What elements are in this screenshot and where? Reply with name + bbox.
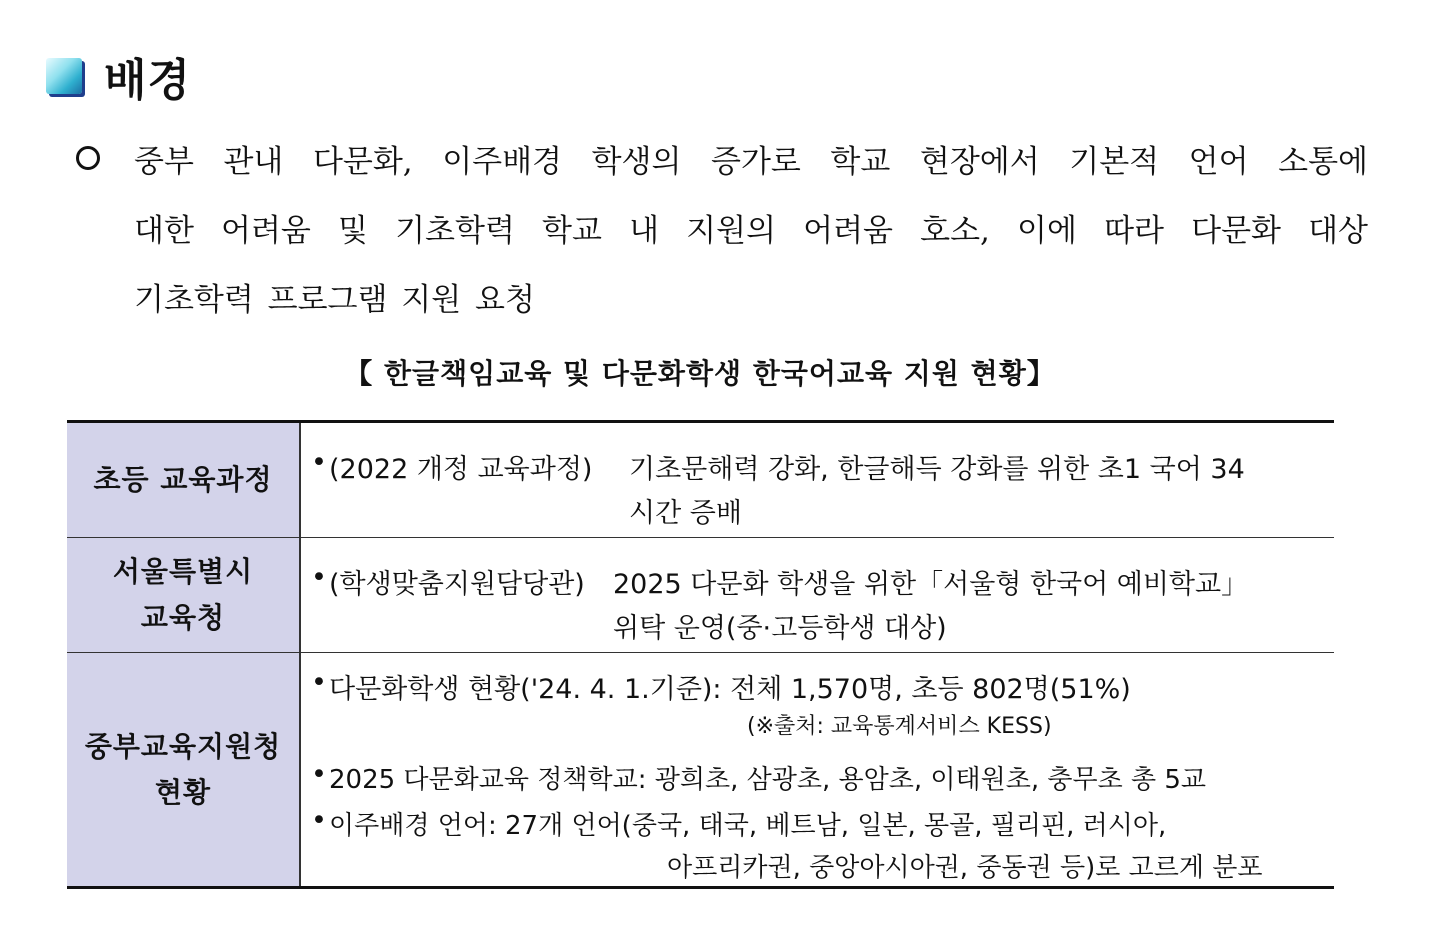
paragraph-line-2: 대한 어려움 및 기초학력 학교 내 지원의 어려움 호소, 이에 따라 다문화 대상 [134,213,1368,249]
item-text-line-1: 이주배경 언어: 27개 언어(중국, 태국, 베트남, 일본, 몽골, 필리핀, 러시아, [329,811,1167,841]
row-content-elementary [301,423,1334,537]
item-source: (※출처: 교육통계서비스 KESS) [747,714,1052,739]
square-gradient-icon [46,58,82,94]
row-content-jungbu-office [301,653,1334,886]
item-bullet: • [311,805,327,836]
item-text: 다문화학생 현황('24. 4. 1.기준): 전체 1,570명, 초등 802명(51%) [329,674,1131,705]
paragraph-text [134,128,1368,335]
item-text-line-2: 시간 증배 [629,498,742,529]
row-label-jungbu-office [67,653,301,886]
item-text-line-2: 아프리카권, 중앙아시아권, 중동권 등)로 고르게 분포 [667,853,1263,883]
section-title: 배경 [104,55,192,106]
item-tag: (학생맞춤지원담당관) [329,569,585,600]
row-label-line-2: 교육청 [140,601,226,634]
support-status-table [67,420,1334,889]
table-row-seoul-office [67,537,1334,652]
table-row-elementary [67,423,1334,537]
section-heading [46,44,191,108]
item-text-line-1: 기초문해력 강화, 한글해득 강화를 위한 초1 국어 34 [629,454,1245,485]
item-text-line-2: 위탁 운영(중·고등학생 대상) [613,613,947,644]
paragraph-line-1: 중부 관내 다문화, 이주배경 학생의 증가로 학교 현장에서 기본적 언어 소통에 [134,144,1368,180]
row-label-line-1: 서울특별시 [112,555,254,588]
item-tag: (2022 개정 교육과정) [329,454,593,485]
item-bullet: • [311,759,327,790]
item-bullet: • [311,447,327,478]
row-label-text: 초등 교육과정 [93,463,273,496]
row-label-elementary [67,423,301,537]
row-label-line-2: 현황 [154,775,212,809]
item-text: 2025 다문화교육 정책학교: 광희초, 삼광초, 용암초, 이태원초, 충무초 총 5교 [329,765,1207,795]
table-row-jungbu-office [67,652,1334,886]
row-label-line-1: 중부교육지원청 [84,729,282,763]
item-bullet: • [311,667,327,698]
paragraph-line-3: 기초학력 프로그램 지원 요청 [134,282,535,318]
row-content-seoul-office [301,538,1334,652]
row-label-seoul-office [67,538,301,652]
table-caption: 【 한글책임교육 및 다문화학생 한국어교육 지원 현황】 [344,357,1056,390]
background-paragraph [76,128,1368,335]
item-text-line-1: 2025 다문화 학생을 위한「서울형 한국어 예비학교」 [613,569,1249,600]
circle-bullet-icon [76,146,100,170]
item-bullet: • [311,562,327,593]
